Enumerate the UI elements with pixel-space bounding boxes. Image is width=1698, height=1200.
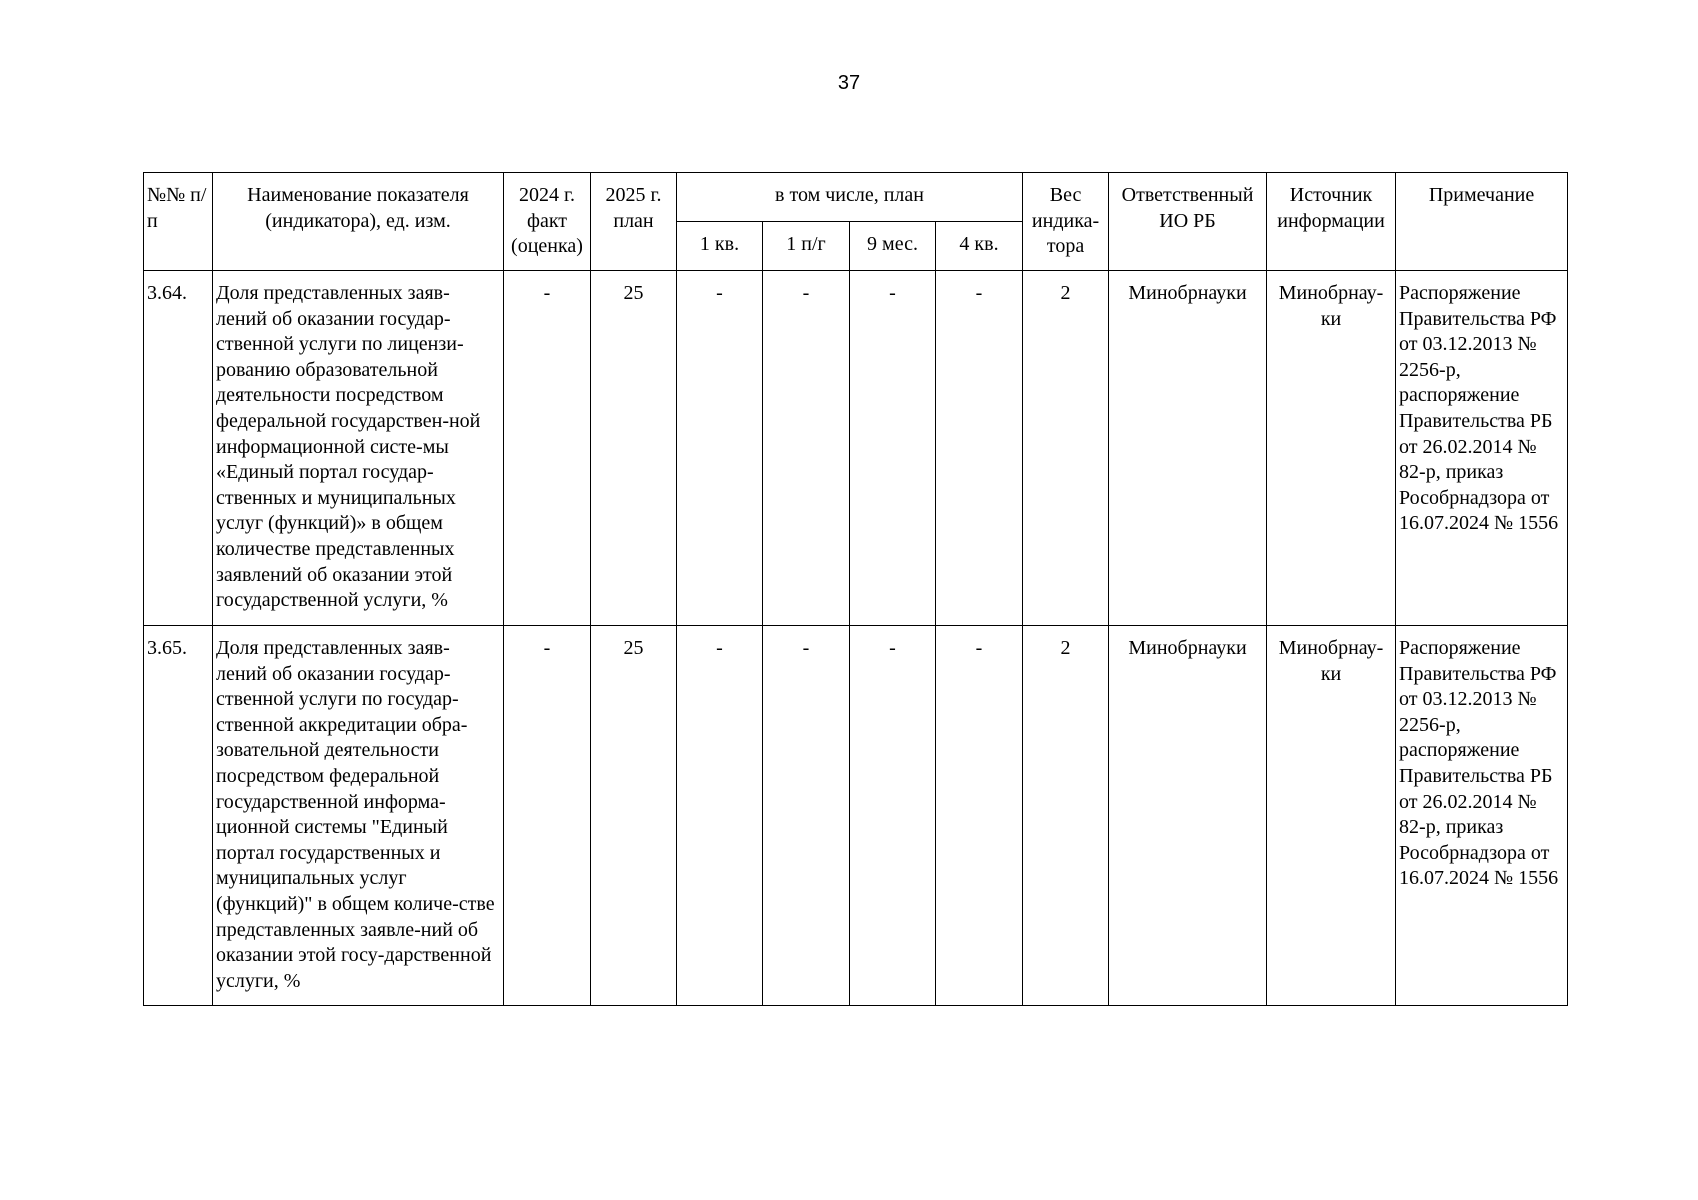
row-fact-2024: - (504, 271, 591, 626)
row-num: 3.64. (144, 271, 213, 626)
header-name: Наименование показателя (индикатора), ед. изм. (213, 173, 504, 271)
row-responsible: Минобрнауки (1109, 271, 1267, 626)
row-q4: - (936, 271, 1023, 626)
row-responsible: Минобрнауки (1109, 626, 1267, 1006)
row-plan-2025: 25 (591, 626, 677, 1006)
header-q1: 1 кв. (677, 222, 763, 271)
row-note: Распоряжение Правительства РФ от 03.12.2013 № 2256-р, распоряжение Правительства РБ от 26.02.2014 № 82-р, приказ Рособрнадзора от 16.07.2024 № 1556 (1396, 271, 1568, 626)
row-num: 3.65. (144, 626, 213, 1006)
row-9m: - (850, 626, 936, 1006)
header-plan-2025: 2025 г. план (591, 173, 677, 271)
row-h1: - (763, 626, 850, 1006)
row-q1: - (677, 626, 763, 1006)
row-name: Доля представленных заяв-лений об оказании государ-ственной услуги по государ-ственной аккредитации обра-зовательной деятельности посредством федеральной государственной информа-ционной системы "Единый портал государственных и муниципальных услуг (функций)" в общем количе-стве представленных заявле-ний об оказании этой госу-дарственной услуги, % (213, 626, 504, 1006)
header-including-plan: в том числе, план (677, 173, 1023, 222)
row-weight: 2 (1023, 626, 1109, 1006)
row-source: Минобрнау-ки (1267, 271, 1396, 626)
row-note: Распоряжение Правительства РФ от 03.12.2013 № 2256-р, распоряжение Правительства РБ от 26.02.2014 № 82-р, приказ Рособрнадзора от 16.07.2024 № 1556 (1396, 626, 1568, 1006)
row-9m: - (850, 271, 936, 626)
row-q4: - (936, 626, 1023, 1006)
header-9m: 9 мес. (850, 222, 936, 271)
row-name: Доля представленных заяв-лений об оказании государ-ственной услуги по лицензи-рованию образовательной деятельности посредством федеральной государствен-ной информационной систе-мы «Единый портал государ-ственных и муниципальных услуг (функций)» в общем количестве представленных заявлений об оказании этой государственной услуги, % (213, 271, 504, 626)
table-row (144, 626, 1568, 1006)
page-number: 37 (837, 72, 861, 94)
indicators-table (143, 172, 1568, 1006)
header-weight: Вес индика-тора (1023, 173, 1109, 271)
header-num: №№ п/п (144, 173, 213, 271)
header-source: Источник информации (1267, 173, 1396, 271)
header-q4: 4 кв. (936, 222, 1023, 271)
row-fact-2024: - (504, 626, 591, 1006)
row-source: Минобрнау-ки (1267, 626, 1396, 1006)
header-responsible: Ответственный ИО РБ (1109, 173, 1267, 271)
row-q1: - (677, 271, 763, 626)
header-fact-2024: 2024 г. факт (оценка) (504, 173, 591, 271)
row-h1: - (763, 271, 850, 626)
header-note: Примечание (1396, 173, 1568, 271)
header-h1: 1 п/г (763, 222, 850, 271)
row-plan-2025: 25 (591, 271, 677, 626)
table-row (144, 271, 1568, 626)
row-weight: 2 (1023, 271, 1109, 626)
